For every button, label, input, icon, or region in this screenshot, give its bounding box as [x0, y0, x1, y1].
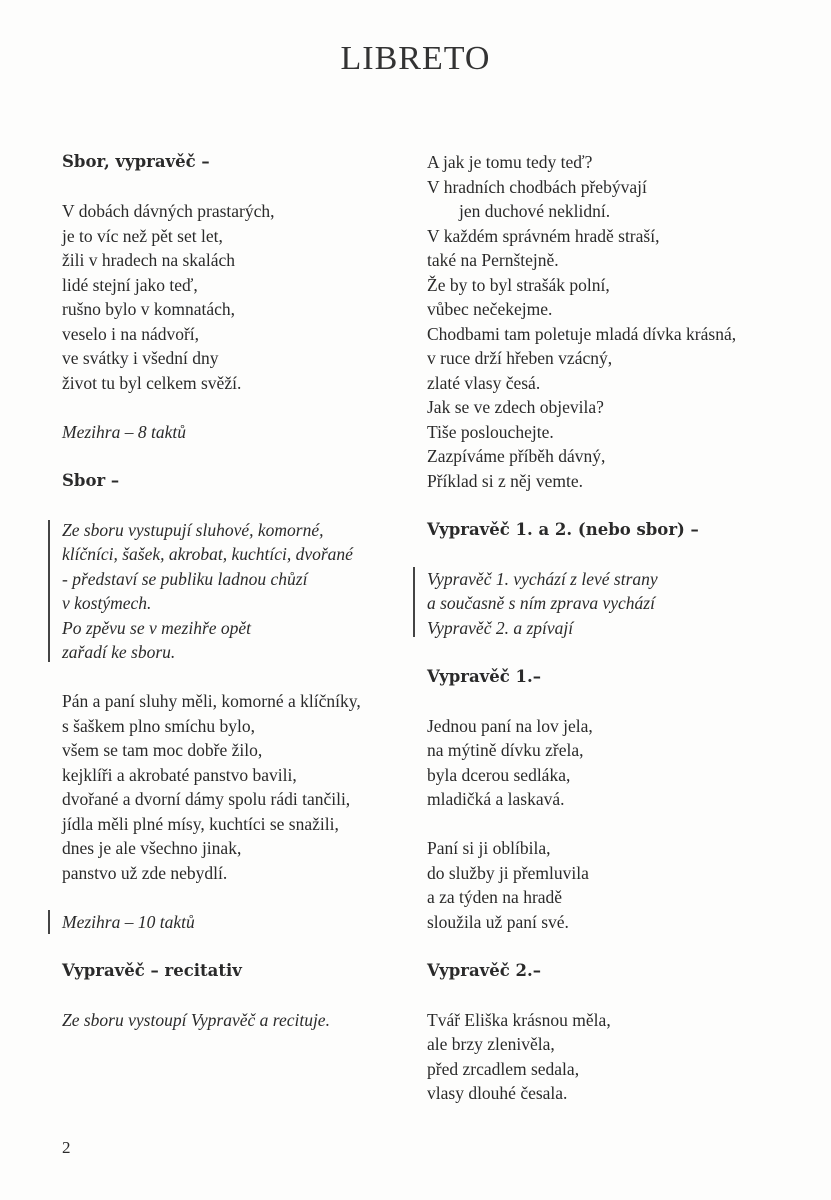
verse-line: vlasy dlouhé česala.: [427, 1083, 568, 1103]
verse-line: dnes je ale všechno jinak,: [62, 838, 242, 858]
verse-line: sloužila už paní své.: [427, 911, 569, 932]
stanza-intro: [62, 199, 407, 395]
verse-line: Příklad si z něj vemte.: [427, 470, 584, 491]
verse-line: Zazpíváme příběh dávný,: [427, 446, 606, 466]
verse-line: V každém správném hradě straší,: [427, 225, 660, 246]
direction-line: Ze sboru vystupují sluhové, komorné,: [62, 519, 324, 540]
verse-line: V hradních chodbách přebývají: [427, 176, 647, 197]
verse-line: s šaškem plno smíchu bylo,: [62, 715, 255, 736]
verse-line: ale brzy zlenivěla,: [427, 1034, 555, 1054]
margin-bar: [413, 567, 415, 637]
verse-line: všem se tam moc dobře žilo,: [62, 740, 263, 760]
direction-line: Vypravěč 2. a zpívají: [427, 617, 574, 638]
verse-line: Že by to byl strašák polní,: [427, 274, 610, 295]
interlude-note-2: [62, 910, 407, 935]
verse-line: do služby ji přemluvila: [427, 862, 589, 883]
verse-line: také na Pernštejně.: [427, 250, 559, 270]
stanza-court: [62, 689, 407, 885]
verse-line: A jak je tomu tedy teď?: [427, 152, 593, 172]
page-title: LIBRETO: [340, 40, 491, 77]
right-column: [427, 150, 817, 1106]
verse-line: je to víc než pět set let,: [62, 225, 223, 246]
interlude-text: Mezihra – 10 taktů: [62, 911, 195, 932]
verse-line: kejklíři a akrobaté panstvo bavili,: [62, 764, 297, 785]
page-number: 2: [62, 1138, 71, 1157]
verse-line: vůbec nečekejme.: [427, 299, 553, 319]
verse-line: zlaté vlasy česá.: [427, 372, 541, 393]
heading-vypravec-1-2: Vypravěč 1. a 2. (nebo sbor) –: [427, 519, 699, 539]
verse-line: rušno bylo v komnatách,: [62, 299, 236, 319]
direction-line: Po zpěvu se v mezihře opět: [62, 617, 252, 638]
margin-bar: [48, 910, 50, 934]
verse-line: jídla měli plné mísy, kuchtíci se snažili,: [62, 813, 339, 834]
verse-line: veselo i na nádvoří,: [62, 323, 200, 344]
verse-line: lidé stejní jako teď,: [62, 274, 198, 295]
verse-line: Jednou paní na lov jela,: [427, 715, 593, 736]
verse-line: mladičká a laskavá.: [427, 789, 565, 809]
stanza-service: [427, 836, 817, 934]
heading-vypravec-2: Vypravěč 2.–: [427, 960, 541, 980]
verse-line: Tiše poslouchejte.: [427, 421, 554, 442]
interlude-note: Mezihra – 8 taktů: [62, 421, 186, 442]
verse-line: byla dcerou sedláka,: [427, 764, 571, 785]
verse-line: panstvo už zde nebydlí.: [62, 862, 228, 883]
stage-direction-chorus: [62, 518, 407, 665]
heading-vypravec-1: Vypravěč 1.–: [427, 666, 541, 686]
stage-direction-narrator: Ze sboru vystoupí Vypravěč a recituje.: [62, 1009, 330, 1030]
direction-line: klíčníci, šašek, akrobat, kuchtíci, dvořané: [62, 544, 353, 564]
verse-line: V dobách dávných prastarých,: [62, 201, 275, 221]
stage-direction-narrators: [427, 567, 817, 641]
heading-sbor: Sbor –: [62, 470, 120, 490]
verse-line: Jak se ve zdech objevila?: [427, 397, 604, 417]
heading-vypravec-recitativ: Vypravěč – recitativ: [62, 960, 242, 980]
heading-sbor-vypravec: Sbor, vypravěč –: [62, 152, 210, 171]
verse-line: ve svátky i všední dny: [62, 348, 219, 368]
verse-line: žili v hradech na skalách: [62, 250, 235, 270]
verse-line: na mýtině dívku zřela,: [427, 740, 584, 760]
stanza-present: [427, 150, 817, 493]
verse-line: Chodbami tam poletuje mladá dívka krásná,: [427, 323, 737, 344]
verse-line: v ruce drží hřeben vzácný,: [427, 348, 613, 368]
verse-line: před zrcadlem sedala,: [427, 1058, 580, 1079]
verse-line: Tvář Eliška krásnou měla,: [427, 1009, 611, 1030]
direction-line: - představí se publiku ladnou chůzí: [62, 568, 308, 589]
direction-line: Vypravěč 1. vychází z levé strany: [427, 568, 658, 589]
direction-line: zařadí ke sboru.: [62, 642, 176, 662]
verse-line: Paní si ji oblíbila,: [427, 838, 551, 858]
stanza-hunt: [427, 714, 817, 812]
margin-bar: [48, 520, 50, 662]
direction-line: v kostýmech.: [62, 593, 152, 613]
verse-line: dvořané a dvorní dámy spolu rádi tančili,: [62, 789, 351, 809]
verse-line: jen duchové neklidní.: [459, 201, 611, 221]
verse-line: život tu byl celkem svěží.: [62, 372, 242, 393]
direction-line: a současně s ním zprava vychází: [427, 593, 655, 613]
left-column: [62, 150, 407, 1032]
stanza-eliska: [427, 1008, 817, 1106]
verse-line: Pán a paní sluhy měli, komorné a klíčníky,: [62, 691, 361, 711]
verse-line: a za týden na hradě: [427, 887, 563, 907]
